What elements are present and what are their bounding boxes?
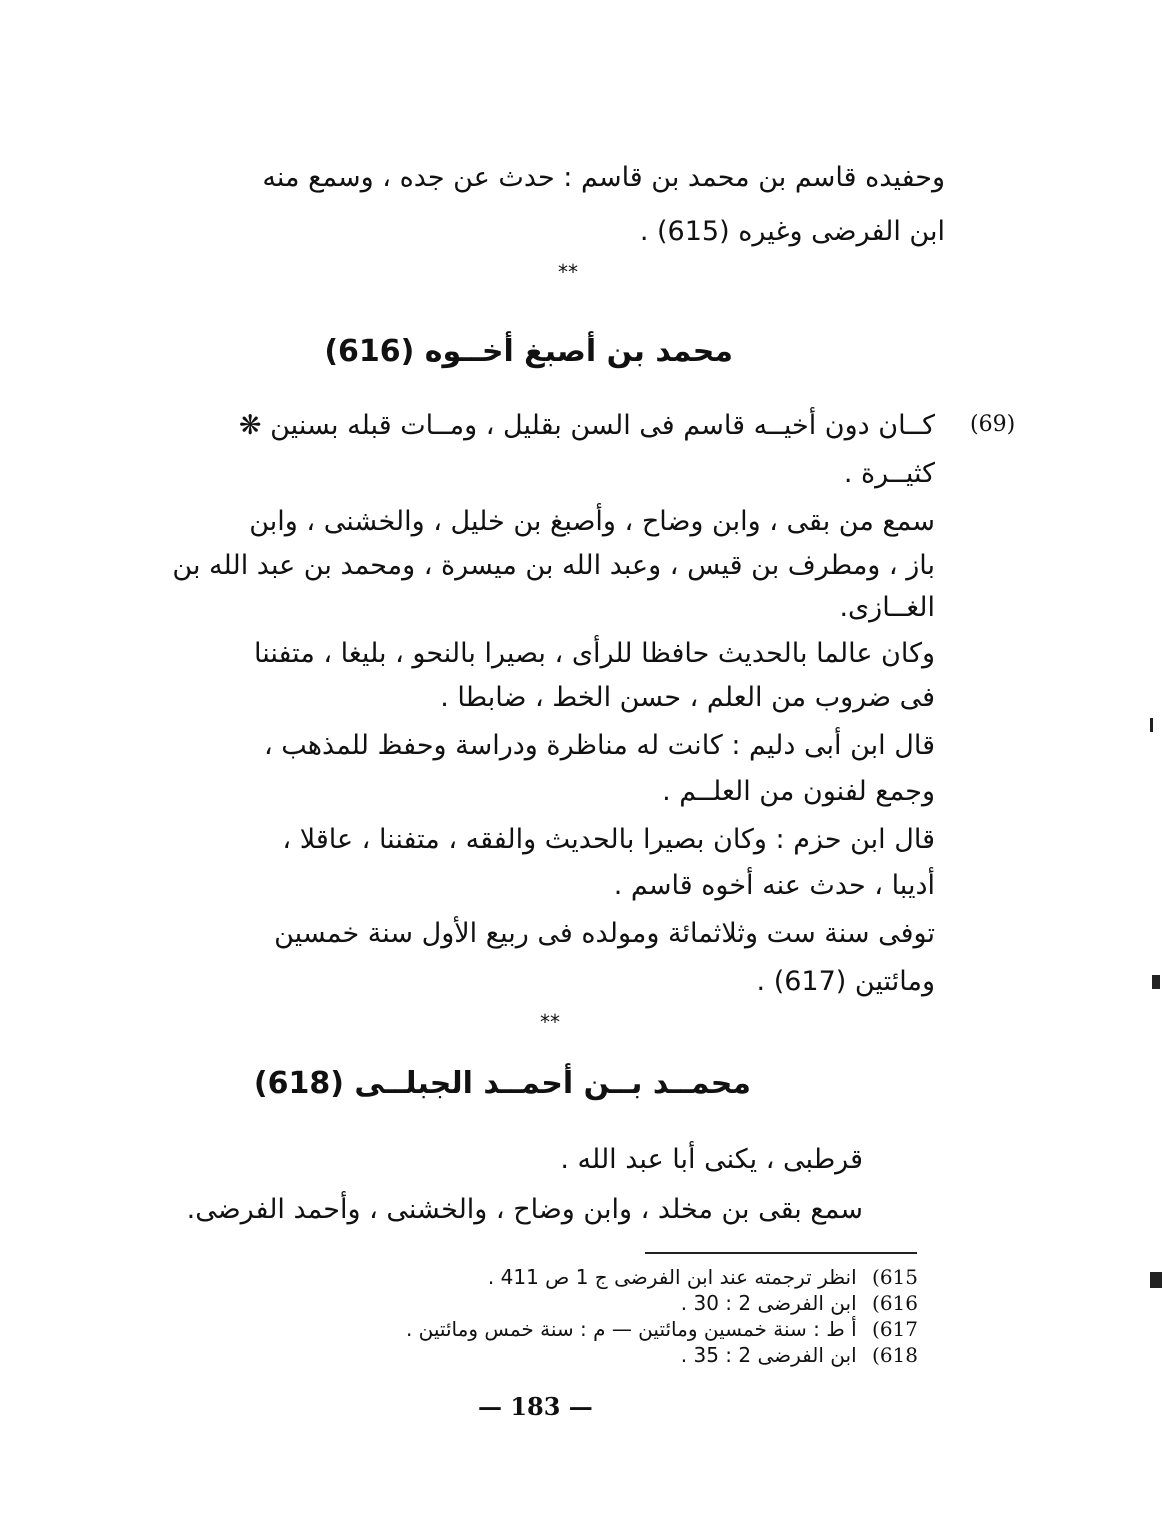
separator-1: ** bbox=[558, 260, 578, 284]
scan-mark bbox=[1150, 1272, 1162, 1288]
entry1-line-11: أديبا ، حدث عنه أخوه قاسم . bbox=[613, 870, 935, 901]
entry1-line-5: الغــازى. bbox=[839, 592, 935, 623]
footnote-text: ابن الفرضى 2 : 30 . bbox=[680, 1291, 857, 1315]
footnote-616 bbox=[681, 1290, 918, 1316]
footnote-number: 615) bbox=[872, 1265, 918, 1289]
entry1-line-1: كــان دون أخيــه قاسم فى السن بقليل ، ومــات قبله بسنين ❋ bbox=[238, 410, 935, 441]
entry1-line-8: قال ابن أبى دليم : كانت له مناظرة ودراسة وحفظ للمذهب ، bbox=[263, 730, 935, 761]
footnote-615 bbox=[488, 1264, 918, 1290]
intro-line-2: ابن الفرضى وغيره (615) . bbox=[639, 216, 945, 247]
footnote-text: أ ط : سنة خمسين ومائتين — م : سنة خمس ومائتين . bbox=[405, 1317, 857, 1341]
entry-heading-616: محمد بن أصبغ أخــوه (616) bbox=[324, 334, 733, 369]
footnote-number: 618) bbox=[872, 1343, 918, 1367]
entry1-line-10: قال ابن حزم : وكان بصيرا بالحديث والفقه ، متفننا ، عاقلا ، bbox=[282, 824, 935, 855]
entry-heading-618: محمــد بــن أحمــد الجبلــى (618) bbox=[253, 1066, 751, 1101]
entry2-line-2: سمع بقى بن مخلد ، وابن وضاح ، والخشنى ، وأحمد الفرضى. bbox=[186, 1194, 863, 1225]
entry1-line-13: ومائتين (617) . bbox=[756, 966, 935, 997]
scan-mark bbox=[1152, 975, 1160, 989]
entry-number: (69) bbox=[970, 412, 1016, 437]
entry1-line-12: توفى سنة ست وثلاثمائة ومولده فى ربيع الأول سنة خمسين bbox=[274, 918, 935, 949]
page-number: — 183 — bbox=[478, 1392, 593, 1421]
footnote-number: 617) bbox=[872, 1317, 918, 1341]
entry1-line-7: فى ضروب من العلم ، حسن الخط ، ضابطا . bbox=[440, 682, 935, 713]
entry1-line-4: باز ، ومطرف بن قيس ، وعبد الله بن ميسرة ، ومحمد بن عبد الله بن bbox=[172, 550, 935, 581]
entry1-line-9: وجمع لفنون من العلــم . bbox=[662, 776, 935, 807]
entry1-line-6: وكان عالما بالحديث حافظا للرأى ، بصيرا بالنحو ، بليغا ، متفننا bbox=[254, 638, 935, 669]
footnote-rule bbox=[645, 1252, 917, 1254]
footnote-617 bbox=[406, 1316, 918, 1342]
entry2-line-1: قرطبى ، يكنى أبا عبد الله . bbox=[560, 1144, 863, 1175]
scan-mark bbox=[1150, 718, 1153, 732]
separator-2: ** bbox=[540, 1010, 560, 1034]
footnote-text: ابن الفرضى 2 : 35 . bbox=[680, 1343, 857, 1367]
footnote-618 bbox=[681, 1342, 918, 1368]
footnote-number: 616) bbox=[872, 1291, 918, 1315]
entry1-line-2: كثيــرة . bbox=[843, 458, 935, 489]
entry1-line-3: سمع من بقى ، وابن وضاح ، وأصبغ بن خليل ، والخشنى ، وابن bbox=[249, 506, 935, 537]
intro-line-1: وحفيده قاسم بن محمد بن قاسم : حدث عن جده ، وسمع منه bbox=[262, 162, 945, 193]
footnote-text: انظر ترجمته عند ابن الفرضى ج 1 ص 411 . bbox=[487, 1265, 857, 1289]
